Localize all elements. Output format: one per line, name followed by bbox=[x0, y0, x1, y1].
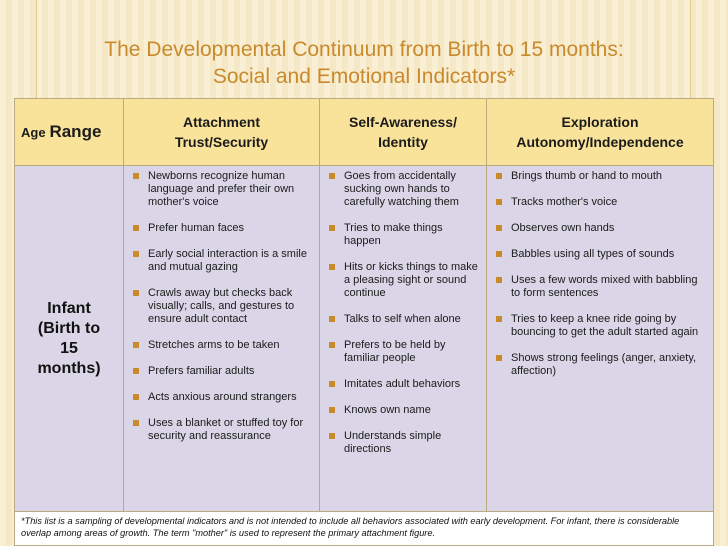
bullet-icon bbox=[329, 316, 335, 322]
list-item bbox=[128, 170, 315, 209]
list-item-text: Tries to make things happen bbox=[344, 222, 443, 247]
header-self-awareness bbox=[320, 99, 487, 166]
self-awareness-column bbox=[320, 166, 487, 511]
list-item bbox=[491, 274, 709, 300]
bullet-icon bbox=[329, 433, 335, 439]
list-item-text: Talks to self when alone bbox=[344, 313, 461, 325]
self-awareness-list bbox=[320, 166, 486, 456]
bullet-icon bbox=[496, 173, 502, 179]
bullet-icon bbox=[133, 251, 139, 257]
header-attachment-line1: Attachment bbox=[182, 114, 260, 130]
bullet-icon bbox=[496, 225, 502, 231]
list-item bbox=[324, 339, 482, 365]
list-item bbox=[324, 222, 482, 248]
bullet-icon bbox=[496, 277, 502, 283]
list-item-text: Uses a blanket or stuffed toy for security and reassurance bbox=[148, 417, 304, 442]
age-range-cell bbox=[15, 166, 124, 511]
header-exploration-line2: Autonomy/Independence bbox=[516, 134, 684, 150]
list-item bbox=[128, 365, 315, 378]
bullet-icon bbox=[133, 368, 139, 374]
list-item bbox=[324, 430, 482, 456]
list-item bbox=[491, 248, 709, 261]
list-item bbox=[491, 196, 709, 209]
list-item-text: Knows own name bbox=[344, 404, 431, 416]
bullet-icon bbox=[496, 251, 502, 257]
list-item bbox=[128, 417, 315, 443]
bullet-icon bbox=[329, 407, 335, 413]
list-item bbox=[324, 404, 482, 417]
list-item-text: Newborns recognize human language and prefer their own mother's voice bbox=[148, 170, 295, 208]
header-self-line1: Self-Awareness/ bbox=[349, 114, 457, 130]
exploration-list bbox=[487, 166, 713, 378]
header-age-big: Range bbox=[49, 121, 102, 141]
list-item bbox=[491, 170, 709, 183]
list-item-text: Brings thumb or hand to mouth bbox=[511, 170, 663, 182]
list-item bbox=[491, 313, 709, 339]
list-item-text: Tries to keep a knee ride going by bouncing to get the adult started again bbox=[511, 313, 699, 338]
bullet-icon bbox=[329, 173, 335, 179]
indicators-table bbox=[14, 98, 714, 546]
list-item-text: Early social interaction is a smile and mutual gazing bbox=[148, 248, 307, 273]
list-item bbox=[128, 287, 315, 326]
attachment-column bbox=[124, 166, 320, 511]
list-item-text: Uses a few words mixed with babbling to form sentences bbox=[511, 274, 698, 299]
list-item bbox=[491, 352, 709, 378]
list-item-text: Observes own hands bbox=[511, 222, 615, 234]
bullet-icon bbox=[329, 342, 335, 348]
exploration-column bbox=[487, 166, 713, 511]
list-item bbox=[128, 339, 315, 352]
age-range-line4: months) bbox=[37, 359, 101, 377]
header-age-range bbox=[15, 99, 124, 166]
bullet-icon bbox=[496, 355, 502, 361]
header-attachment bbox=[124, 99, 320, 166]
title-line-1: The Developmental Continuum from Birth to 15 months: bbox=[104, 38, 624, 61]
list-item-text: Prefer human faces bbox=[148, 222, 244, 234]
bullet-icon bbox=[496, 199, 502, 205]
attachment-list bbox=[124, 166, 319, 443]
header-exploration-line1: Exploration bbox=[561, 114, 639, 130]
bullet-icon bbox=[133, 290, 139, 296]
list-item-text: Understands simple directions bbox=[344, 430, 442, 455]
list-item-text: Prefers familiar adults bbox=[148, 365, 255, 377]
bullet-icon bbox=[133, 225, 139, 231]
bullet-icon bbox=[133, 342, 139, 348]
age-range-line1: Infant bbox=[47, 299, 91, 317]
header-attachment-line2: Trust/Security bbox=[174, 134, 269, 150]
bullet-icon bbox=[329, 264, 335, 270]
header-self-line2: Identity bbox=[378, 134, 428, 150]
age-range-line3: 15 bbox=[60, 339, 78, 357]
list-item-text: Goes from accidentally sucking own hands to carefully watching them bbox=[344, 170, 459, 208]
list-item bbox=[324, 378, 482, 391]
list-item bbox=[491, 222, 709, 235]
list-item bbox=[324, 313, 482, 326]
slide-title bbox=[0, 36, 728, 90]
list-item bbox=[128, 222, 315, 235]
list-item-text: Babbles using all types of sounds bbox=[511, 248, 675, 260]
list-item-text: Stretches arms to be taken bbox=[148, 339, 280, 351]
list-item bbox=[128, 391, 315, 404]
list-item bbox=[324, 170, 482, 209]
bullet-icon bbox=[329, 225, 335, 231]
list-item bbox=[324, 261, 482, 300]
bullet-icon bbox=[133, 394, 139, 400]
list-item-text: Acts anxious around strangers bbox=[148, 391, 297, 403]
list-item bbox=[128, 248, 315, 274]
list-item-text: Crawls away but checks back visually; calls, and gestures to ensure adult contact bbox=[148, 287, 295, 325]
title-line-2: Social and Emotional Indicators* bbox=[212, 65, 516, 88]
header-age-small: Age bbox=[21, 124, 46, 140]
bullet-icon bbox=[133, 420, 139, 426]
list-item-text: Imitates adult behaviors bbox=[344, 378, 461, 390]
list-item-text: Hits or kicks things to make a pleasing sight or sound continue bbox=[344, 261, 478, 299]
list-item-text: Tracks mother's voice bbox=[511, 196, 618, 208]
age-range-line2: (Birth to bbox=[37, 319, 101, 337]
list-item-text: Shows strong feelings (anger, anxiety, affection) bbox=[511, 352, 697, 377]
header-exploration bbox=[487, 99, 713, 166]
list-item-text: Prefers to be held by familiar people bbox=[344, 339, 446, 364]
bullet-icon bbox=[329, 381, 335, 387]
footnote: *This list is a sampling of developmental indicators and is not intended to include all behaviors associated with early development. For infant, there is considerable overlap among areas of growth. The term "mother" is used to represent the primary attachment figure. bbox=[15, 511, 713, 545]
bullet-icon bbox=[496, 316, 502, 322]
bullet-icon bbox=[133, 173, 139, 179]
